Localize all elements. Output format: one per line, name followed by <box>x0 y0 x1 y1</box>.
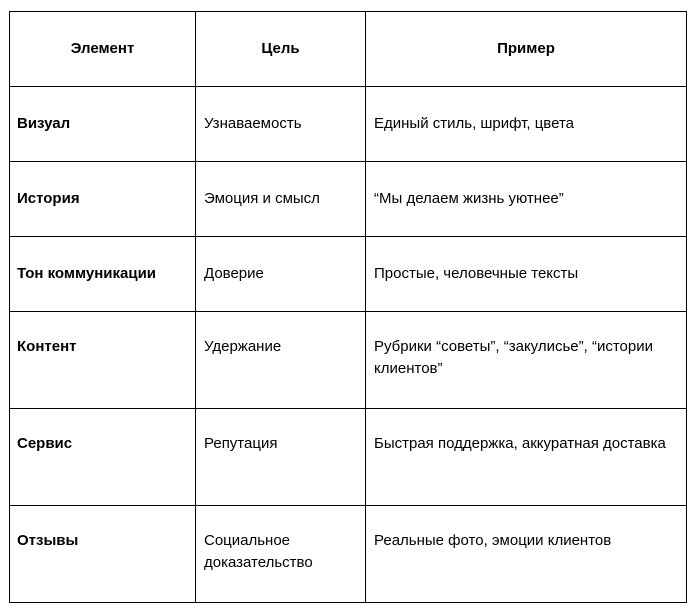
cell-element: Отзывы <box>10 506 196 603</box>
table-row <box>10 409 687 506</box>
brand-elements-table <box>9 11 687 603</box>
cell-goal: Эмоция и смысл <box>196 162 366 237</box>
cell-goal: Узнаваемость <box>196 87 366 162</box>
header-element: Элемент <box>10 12 196 87</box>
cell-element: Тон коммуникации <box>10 237 196 312</box>
header-goal: Цель <box>196 12 366 87</box>
cell-element: Визуал <box>10 87 196 162</box>
cell-example: Простые, человечные тексты <box>366 237 687 312</box>
cell-goal: Социальное доказательство <box>196 506 366 603</box>
cell-element: История <box>10 162 196 237</box>
cell-example: Единый стиль, шрифт, цвета <box>366 87 687 162</box>
header-example: Пример <box>366 12 687 87</box>
cell-example: Рубрики “советы”, “закулисье”, “истории клиентов” <box>366 312 687 409</box>
table-row <box>10 162 687 237</box>
cell-example: Реальные фото, эмоции клиентов <box>366 506 687 603</box>
cell-element: Сервис <box>10 409 196 506</box>
table-row <box>10 312 687 409</box>
cell-goal: Репутация <box>196 409 366 506</box>
cell-goal: Удержание <box>196 312 366 409</box>
table-row <box>10 506 687 603</box>
cell-element: Контент <box>10 312 196 409</box>
cell-example: Быстрая поддержка, аккуратная доставка <box>366 409 687 506</box>
table-row <box>10 237 687 312</box>
cell-goal: Доверие <box>196 237 366 312</box>
header-row <box>10 12 687 87</box>
cell-example: “Мы делаем жизнь уютнее” <box>366 162 687 237</box>
table-row <box>10 87 687 162</box>
